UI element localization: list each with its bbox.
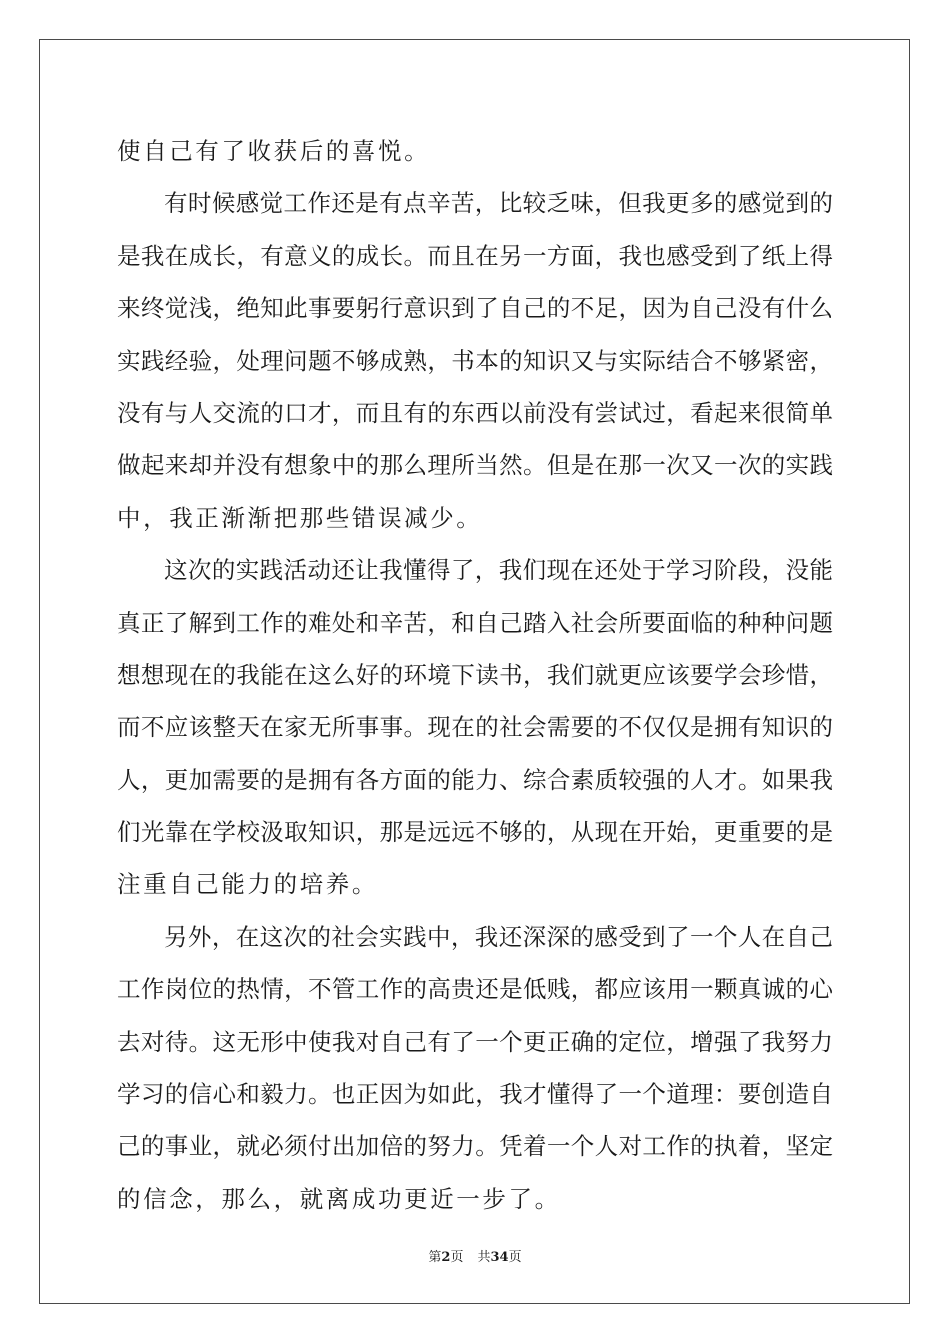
text-line: 想想现在的我能在这么好的环境下读书，我们就更应该要学会珍惜， (117, 660, 833, 689)
text-line: 们光靠在学校汲取知识，那是远远不够的，从现在开始，更重要的是 (117, 818, 833, 847)
text-line: 注重自己能力的培养。 (117, 870, 378, 899)
page-prefix: 第 (428, 1250, 442, 1265)
text-line: 学习的信心和毅力。也正因为如此，我才懂得了一个道理：要创造自 (117, 1080, 833, 1109)
text-line: 没有与人交流的口才，而且有的东西以前没有尝试过，看起来很简单 (117, 398, 833, 427)
text-line: 来终觉浅，绝知此事要躬行意识到了自己的不足，因为自己没有什么 (117, 294, 833, 323)
text-line: 使自己有了收获后的喜悦。 (117, 137, 431, 165)
total-prefix: 共 (477, 1250, 491, 1265)
text-line: 是我在成长，有意义的成长。而且在另一方面，我也感受到了纸上得 (117, 241, 833, 270)
text-line: 工作岗位的热情，不管工作的高贵还是低贱，都应该用一颗真诚的心 (117, 975, 833, 1004)
text-line: 有时候感觉工作还是有点辛苦，比较乏味，但我更多的感觉到的 (164, 189, 833, 218)
total-pages: 34 (490, 1250, 509, 1265)
text-line: 而不应该整天在家无所事事。现在的社会需要的不仅仅是拥有知识的 (117, 713, 833, 742)
text-line: 去对待。这无形中使我对自己有了一个更正确的定位，增强了我努力 (117, 1027, 833, 1056)
text-line: 的信念，那么，就离成功更近一步了。 (117, 1184, 561, 1213)
text-line: 人，更加需要的是拥有各方面的能力、综合素质较强的人才。如果我 (117, 765, 833, 794)
text-line: 这次的实践活动还让我懂得了，我们现在还处于学习阶段，没能 (164, 556, 833, 585)
text-line: 真正了解到工作的难处和辛苦，和自己踏入社会所要面临的种种问题 (117, 608, 833, 637)
page-number: 2 (441, 1250, 451, 1265)
page-footer (0, 1246, 950, 1265)
page-suffix: 页 (450, 1250, 464, 1265)
text-line: 己的事业，就必须付出加倍的努力。凭着一个人对工作的执着，坚定 (117, 1132, 833, 1161)
text-line: 实践经验，处理问题不够成熟，书本的知识又与实际结合不够紧密， (117, 346, 833, 375)
text-line: 做起来却并没有想象中的那么理所当然。但是在那一次又一次的实践 (117, 451, 833, 480)
total-suffix: 页 (508, 1250, 522, 1265)
document-body (117, 125, 833, 1225)
text-line: 另外，在这次的社会实践中，我还深深的感受到了一个人在自己 (164, 922, 833, 951)
text-line: 中，我正渐渐把那些错误减少。 (117, 503, 483, 532)
